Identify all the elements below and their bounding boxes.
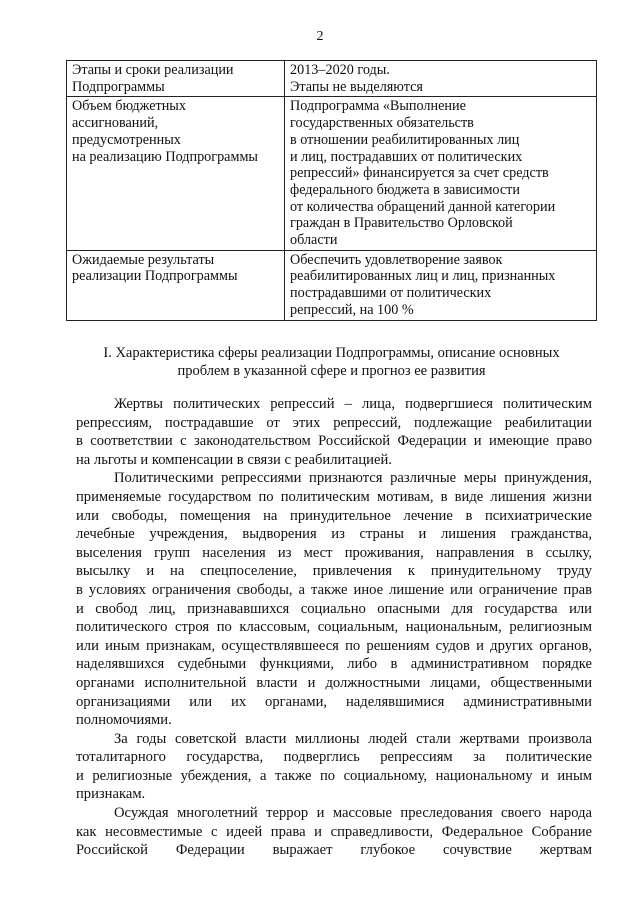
row-label-cell	[67, 250, 285, 320]
subprogram-passport-table	[66, 60, 597, 321]
paragraph-line: применяемые государством по политическим мотивам, в виде лишения жизни	[76, 488, 592, 505]
paragraph	[76, 804, 592, 860]
cell-line: области	[290, 232, 338, 249]
table-row	[67, 61, 597, 97]
paragraph	[76, 469, 592, 729]
row-value-cell	[285, 61, 597, 97]
paragraph-line: в условиях ограничения свободы, а также иное лишение или ограничение прав	[76, 581, 592, 598]
cell-line: ассигнований,	[72, 115, 159, 132]
paragraph-line: на льготы и компенсации в связи с реабилитацией.	[76, 451, 392, 468]
cell-line: Ожидаемые результаты	[72, 251, 215, 268]
paragraph-line: Осуждая многолетний террор и массовые преследования своего народа	[114, 805, 592, 822]
paragraph-line: выселения групп населения из мест проживания, направления в ссылку,	[76, 544, 592, 561]
cell-line: Этапы и сроки реализации	[72, 62, 234, 78]
cell-line: Обеспечить удовлетворение заявок	[290, 251, 503, 268]
cell-line: реализации Подпрограммы	[72, 268, 238, 285]
paragraph	[76, 730, 592, 804]
paragraph-line: полномочиями.	[76, 712, 172, 729]
row-label-cell	[67, 61, 285, 97]
paragraph-line: тоталитарного государства, подверглись репрессиям за политические	[76, 749, 592, 766]
paragraph-line: За годы советской власти миллионы людей стали жертвами произвола	[114, 730, 592, 747]
cell-line: пострадавшими от политических	[290, 285, 492, 302]
paragraph-line: Жертвы политических репрессий – лица, подвергшиеся политическим	[114, 396, 592, 412]
page-number: 2	[316, 29, 324, 44]
paragraph-line: как несовместимые с идеей права и справедливости, Федеральное Собрание	[76, 823, 592, 840]
paragraph-line: в соответствии с законодательством Российской Федерации и имеющие право	[76, 433, 592, 450]
cell-line: предусмотренных	[72, 131, 181, 148]
cell-line: реабилитированных лиц и лиц, признанных	[290, 268, 556, 285]
cell-line: на реализацию Подпрограммы	[72, 148, 258, 165]
heading-line: проблем в указанной сфере и прогноз ее развития	[177, 362, 486, 379]
paragraph-line: репрессиям, пострадавшие от этих репрессий, подлежащие реабилитации	[76, 414, 592, 431]
paragraph-line: органами исполнительной власти и должностными лицами, общественными	[76, 674, 592, 691]
cell-line: и лиц, пострадавших от политических	[290, 148, 523, 165]
row-value-cell	[285, 250, 597, 320]
body-text	[76, 395, 592, 860]
cell-line: 2013–2020 годы.	[290, 62, 390, 78]
table-row	[67, 97, 597, 250]
paragraph-line: высылку и на спецпоселение, привлечения к принудительному труду	[76, 563, 592, 580]
paragraph-line: лечебные учреждения, выдворения из страны и лишения гражданства,	[76, 526, 592, 543]
cell-line: федерального бюджета в зависимости	[290, 181, 520, 198]
paragraph	[76, 395, 592, 469]
paragraph-line: организациями или их органами, наделявшимися административными	[76, 693, 592, 710]
paragraph-line: или свободы, помещения на принудительное лечение в психиатрические	[76, 507, 592, 524]
cell-line: репрессий» финансируется за счет средств	[290, 165, 549, 182]
cell-line: Объем бюджетных	[72, 98, 186, 115]
cell-line: граждан в Правительство Орловской	[290, 215, 513, 232]
table-row	[67, 250, 597, 320]
paragraph-line: политического строя по классовым, социальным, национальным, религиозным	[76, 619, 592, 636]
row-value-cell	[285, 97, 597, 250]
paragraph-line: и религиозные убеждения, а также по социальному, национальному и иным	[76, 767, 592, 784]
cell-line: Подпрограммы	[72, 78, 165, 95]
paragraph-line: Политическими репрессиями признаются различные меры принуждения,	[114, 470, 592, 487]
paragraph-line: и свобод лиц, признававшихся социально опасными для государства или	[76, 600, 592, 617]
cell-line: от количества обращений данной категории	[290, 198, 556, 215]
row-label-cell	[67, 97, 285, 250]
cell-line: Этапы не выделяются	[290, 78, 423, 95]
cell-line: Подпрограмма «Выполнение	[290, 98, 466, 115]
heading-line: I. Характеристика сферы реализации Подпрограммы, описание основных	[103, 345, 560, 361]
section-heading	[66, 345, 597, 380]
cell-line: репрессий, на 100 %	[290, 301, 414, 318]
paragraph-line: или иным признакам, осуществлявшееся по решениям судов и других органов,	[76, 637, 592, 654]
paragraph-line: признакам.	[76, 786, 146, 803]
paragraph-line: наделявшихся судебными функциями, либо в административном порядке	[76, 656, 592, 673]
cell-line: государственных обязательств	[290, 115, 474, 132]
paragraph-line: Российской Федерации выражает глубокое сочувствие жертвам	[76, 842, 592, 859]
cell-line: в отношении реабилитированных лиц	[290, 131, 520, 148]
